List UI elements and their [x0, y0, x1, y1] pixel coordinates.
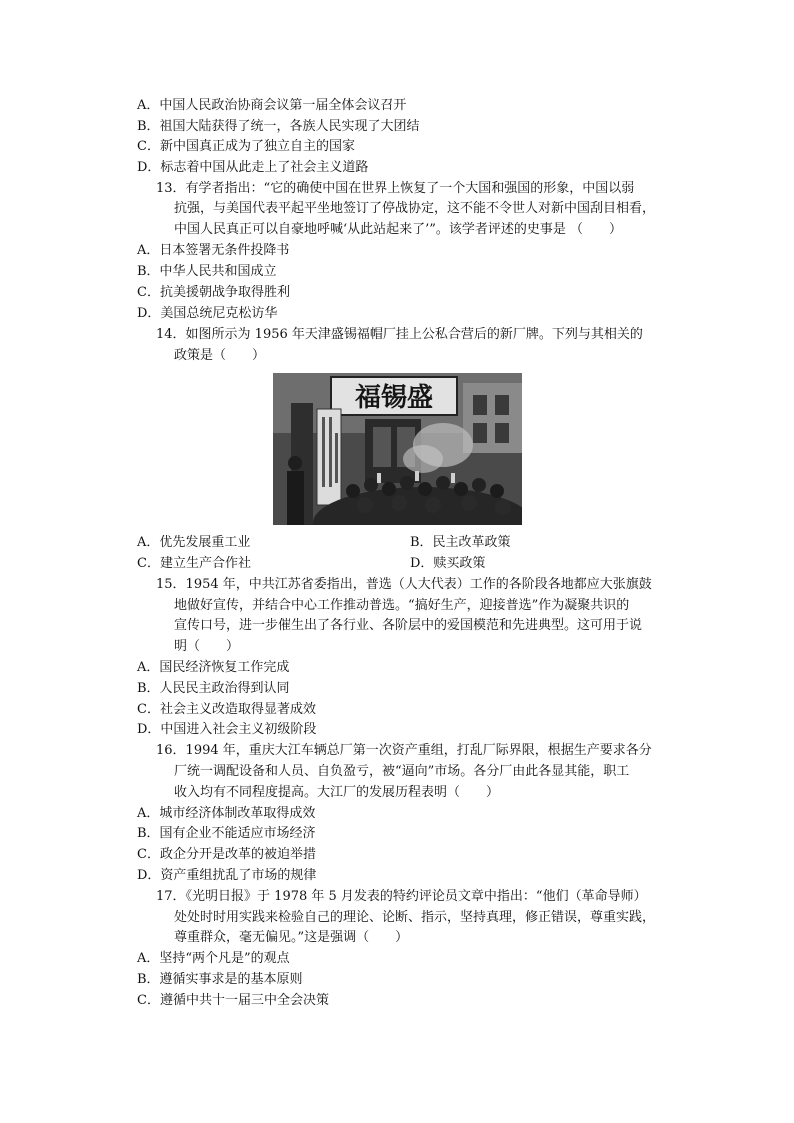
q17-stem-line-3: 尊重群众，毫无偏见。”这是强调（ ） — [174, 930, 409, 945]
q14-option-a: A．优先发展重工业 — [137, 535, 251, 550]
q15-stem-line-3: 宣传口号，进一步催生出了各行业、各阶层中的爱国模范和先进典型。这可用于说 — [174, 618, 643, 633]
q14-stem-line-2: 政策是（ ） — [174, 348, 266, 363]
q17-option-b: B．遵循实事求是的基本原则 — [137, 972, 303, 987]
factory-sign-photo — [273, 373, 522, 525]
q14-option-b: B．民主改革政策 — [410, 535, 511, 550]
q16-stem-line-1: 16．1994 年，重庆大江车辆总厂第一次资产重组，打乱厂际界限，根据生产要求各分 — [156, 743, 652, 758]
q13-stem-line-3: 中国人民真正可以自豪地呼喊‘从此站起来了’”。该学者评述的史事是 （ ） — [174, 222, 623, 237]
q15-option-d: D．中国进入社会主义初级阶段 — [137, 722, 317, 737]
photo-sign-text: 福锡盛 — [354, 383, 434, 413]
q13-option-d: D．美国总统尼克松访华 — [137, 306, 278, 321]
q15-stem-line-2: 地做好宣传，并结合中心工作推动普选。“搞好生产，迎接普选”作为凝聚共识的 — [174, 598, 630, 613]
q16-option-a: A．城市经济体制改革取得成效 — [137, 806, 316, 821]
q15-stem-line-1: 15．1954 年，中共江苏省委指出，普选（人大代表）工作的各阶段各地都应大张旗鼓 — [156, 577, 652, 592]
q13-option-a: A．日本签署无条件投降书 — [137, 243, 290, 258]
q12-option-c: C．新中国真正成为了独立自主的国家 — [137, 139, 355, 154]
q13-option-c: C．抗美援朝战争取得胜利 — [137, 285, 290, 300]
q17-option-a: A．坚持“两个凡是”的观点 — [137, 951, 290, 966]
q13-stem-line-2: 抗强，与美国代表平起平坐地签订了停战协定，这不能不令世人对新中国刮目相看， — [174, 201, 656, 216]
q14-option-c: C．建立生产合作社 — [137, 556, 251, 571]
q13-option-b: B．中华人民共和国成立 — [137, 264, 277, 279]
q12-option-a: A．中国人民政治协商会议第一届全体会议召开 — [137, 98, 407, 113]
q15-stem-line-4: 明（ ） — [174, 639, 240, 654]
q16-stem-line-2: 厂统一调配设备和人员、自负盈亏，被“逼向”市场。各分厂由此各显其能，职工 — [174, 764, 630, 779]
q17-stem-line-2: 处处时时用实践来检验自己的理论、论断、指示，坚持真理，修正错误，尊重实践， — [174, 910, 656, 925]
q14-stem-line-1: 14．如图所示为 1956 年天津盛锡福帽厂挂上公私合营后的新厂牌。下列与其相关的 — [156, 327, 643, 342]
q16-stem-line-3: 收入均有不同程度提高。大江厂的发展历程表明（ ） — [174, 785, 500, 800]
q12-option-d: D．标志着中国从此走上了社会主义道路 — [137, 160, 369, 175]
q12-option-b: B．祖国大陆获得了统一，各族人民实现了大团结 — [137, 119, 420, 134]
q14-option-d: D．赎买政策 — [410, 556, 486, 571]
q13-stem-line-1: 13．有学者指出：“它的确使中国在世界上恢复了一个大国和强国的形象，中国以弱 — [156, 181, 635, 196]
q17-option-c: C．遵循中共十一届三中全会决策 — [137, 993, 329, 1008]
q16-option-c: C．政企分开是改革的被迫举措 — [137, 847, 316, 862]
q15-option-a: A．国民经济恢复工作完成 — [137, 660, 290, 675]
q16-option-d: D．资产重组扰乱了市场的规律 — [137, 868, 317, 883]
q15-option-b: B．人民民主政治得到认同 — [137, 681, 290, 696]
q16-option-b: B．国有企业不能适应市场经济 — [137, 826, 316, 841]
q15-option-c: C．社会主义改造取得显著成效 — [137, 702, 316, 717]
q17-stem-line-1: 17．《光明日报》于 1978 年 5 月发表的特约评论员文章中指出：“他们（革命导师） — [156, 889, 647, 904]
